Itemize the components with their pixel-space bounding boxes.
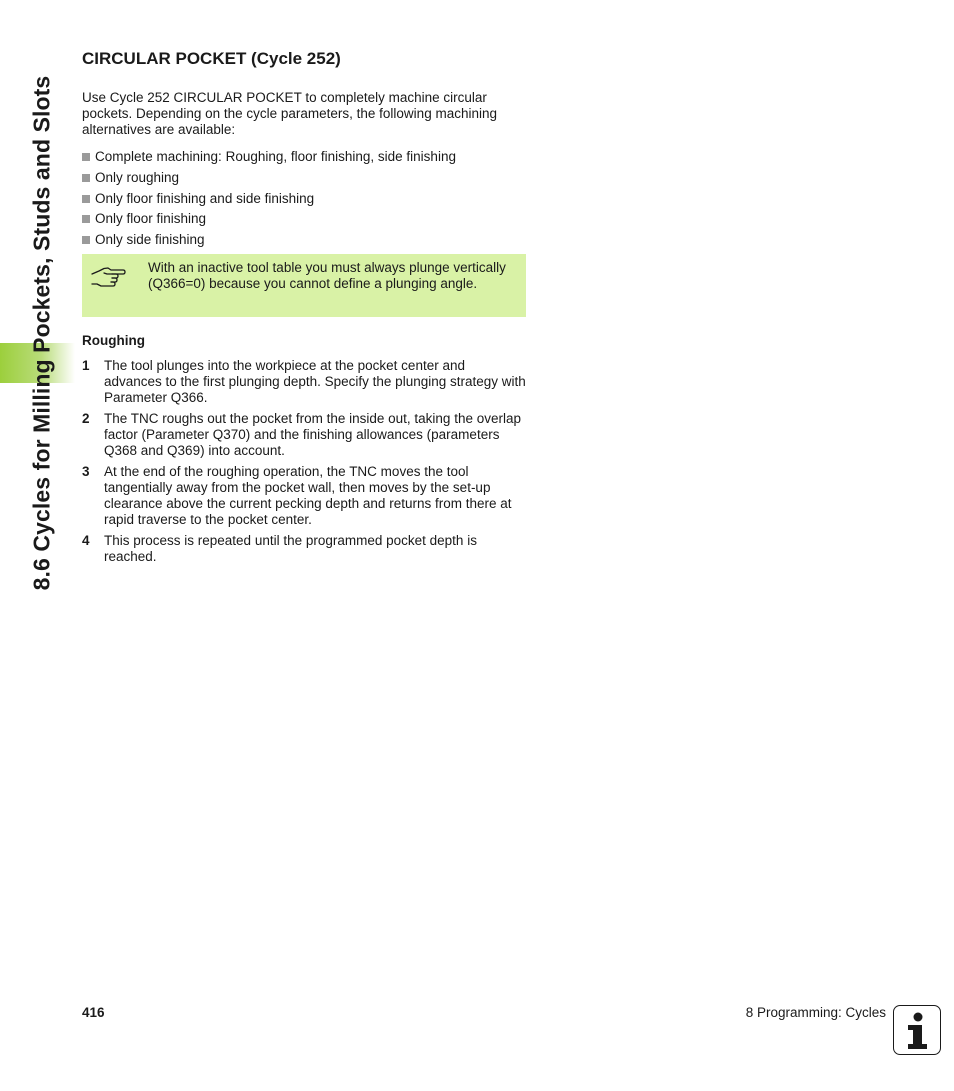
list-item: Complete machining: Roughing, floor finishing, side finishing (82, 149, 526, 165)
bullet-square-icon (82, 174, 90, 182)
footer-chapter-title: 8 Programming: Cycles (745, 1005, 886, 1020)
step-text: The TNC roughs out the pocket from the inside out, taking the overlap factor (Parameter Q370) and the finishing allowances (parameters Q368 and Q369) into account. (104, 411, 521, 459)
bullet-square-icon (82, 153, 90, 161)
step-text: At the end of the roughing operation, the TNC moves the tool tangentially away from the pocket wall, then moves by the set-up clearance above the current pecking depth and returns from there at rapid traverse to the pocket center. (104, 464, 512, 528)
list-item: Only floor finishing and side finishing (82, 191, 526, 207)
step-text: The tool plunges into the workpiece at the pocket center and advances to the first plunging depth. Specify the plunging strategy with Parameter Q366. (104, 358, 526, 406)
subheading-roughing: Roughing (82, 333, 145, 349)
step-item (82, 358, 526, 406)
main-content (82, 48, 526, 570)
step-item (82, 464, 526, 528)
machining-alternatives-list (82, 149, 526, 248)
page-number: 416 (82, 1005, 105, 1020)
page-heading: CIRCULAR POCKET (Cycle 252) (82, 49, 341, 68)
note-box (82, 254, 526, 317)
step-number: 1 (82, 358, 90, 374)
step-item (82, 411, 526, 459)
bullet-square-icon (82, 215, 90, 223)
step-item (82, 533, 526, 565)
roughing-steps-list (82, 358, 526, 565)
bullet-square-icon (82, 236, 90, 244)
bullet-square-icon (82, 195, 90, 203)
note-text: With an inactive tool table you must always plunge vertically (Q366=0) because you cannot define a plunging angle. (148, 260, 506, 292)
step-number: 3 (82, 464, 90, 480)
info-icon (893, 1005, 941, 1055)
info-glyph-icon (894, 1006, 939, 1053)
section-side-title: 8.6 Cycles for Milling Pockets, Studs and Slots (28, 75, 55, 591)
list-item: Only side finishing (82, 232, 526, 248)
intro-paragraph: Use Cycle 252 CIRCULAR POCKET to completely machine circular pockets. Depending on the cycle parameters, the following machining alternatives are available: (82, 90, 497, 137)
step-number: 2 (82, 411, 90, 427)
list-item: Only floor finishing (82, 211, 526, 227)
list-item: Only roughing (82, 170, 526, 186)
step-text: This process is repeated until the programmed pocket depth is reached. (104, 533, 477, 565)
pointing-hand-icon (90, 265, 126, 289)
step-number: 4 (82, 533, 90, 549)
